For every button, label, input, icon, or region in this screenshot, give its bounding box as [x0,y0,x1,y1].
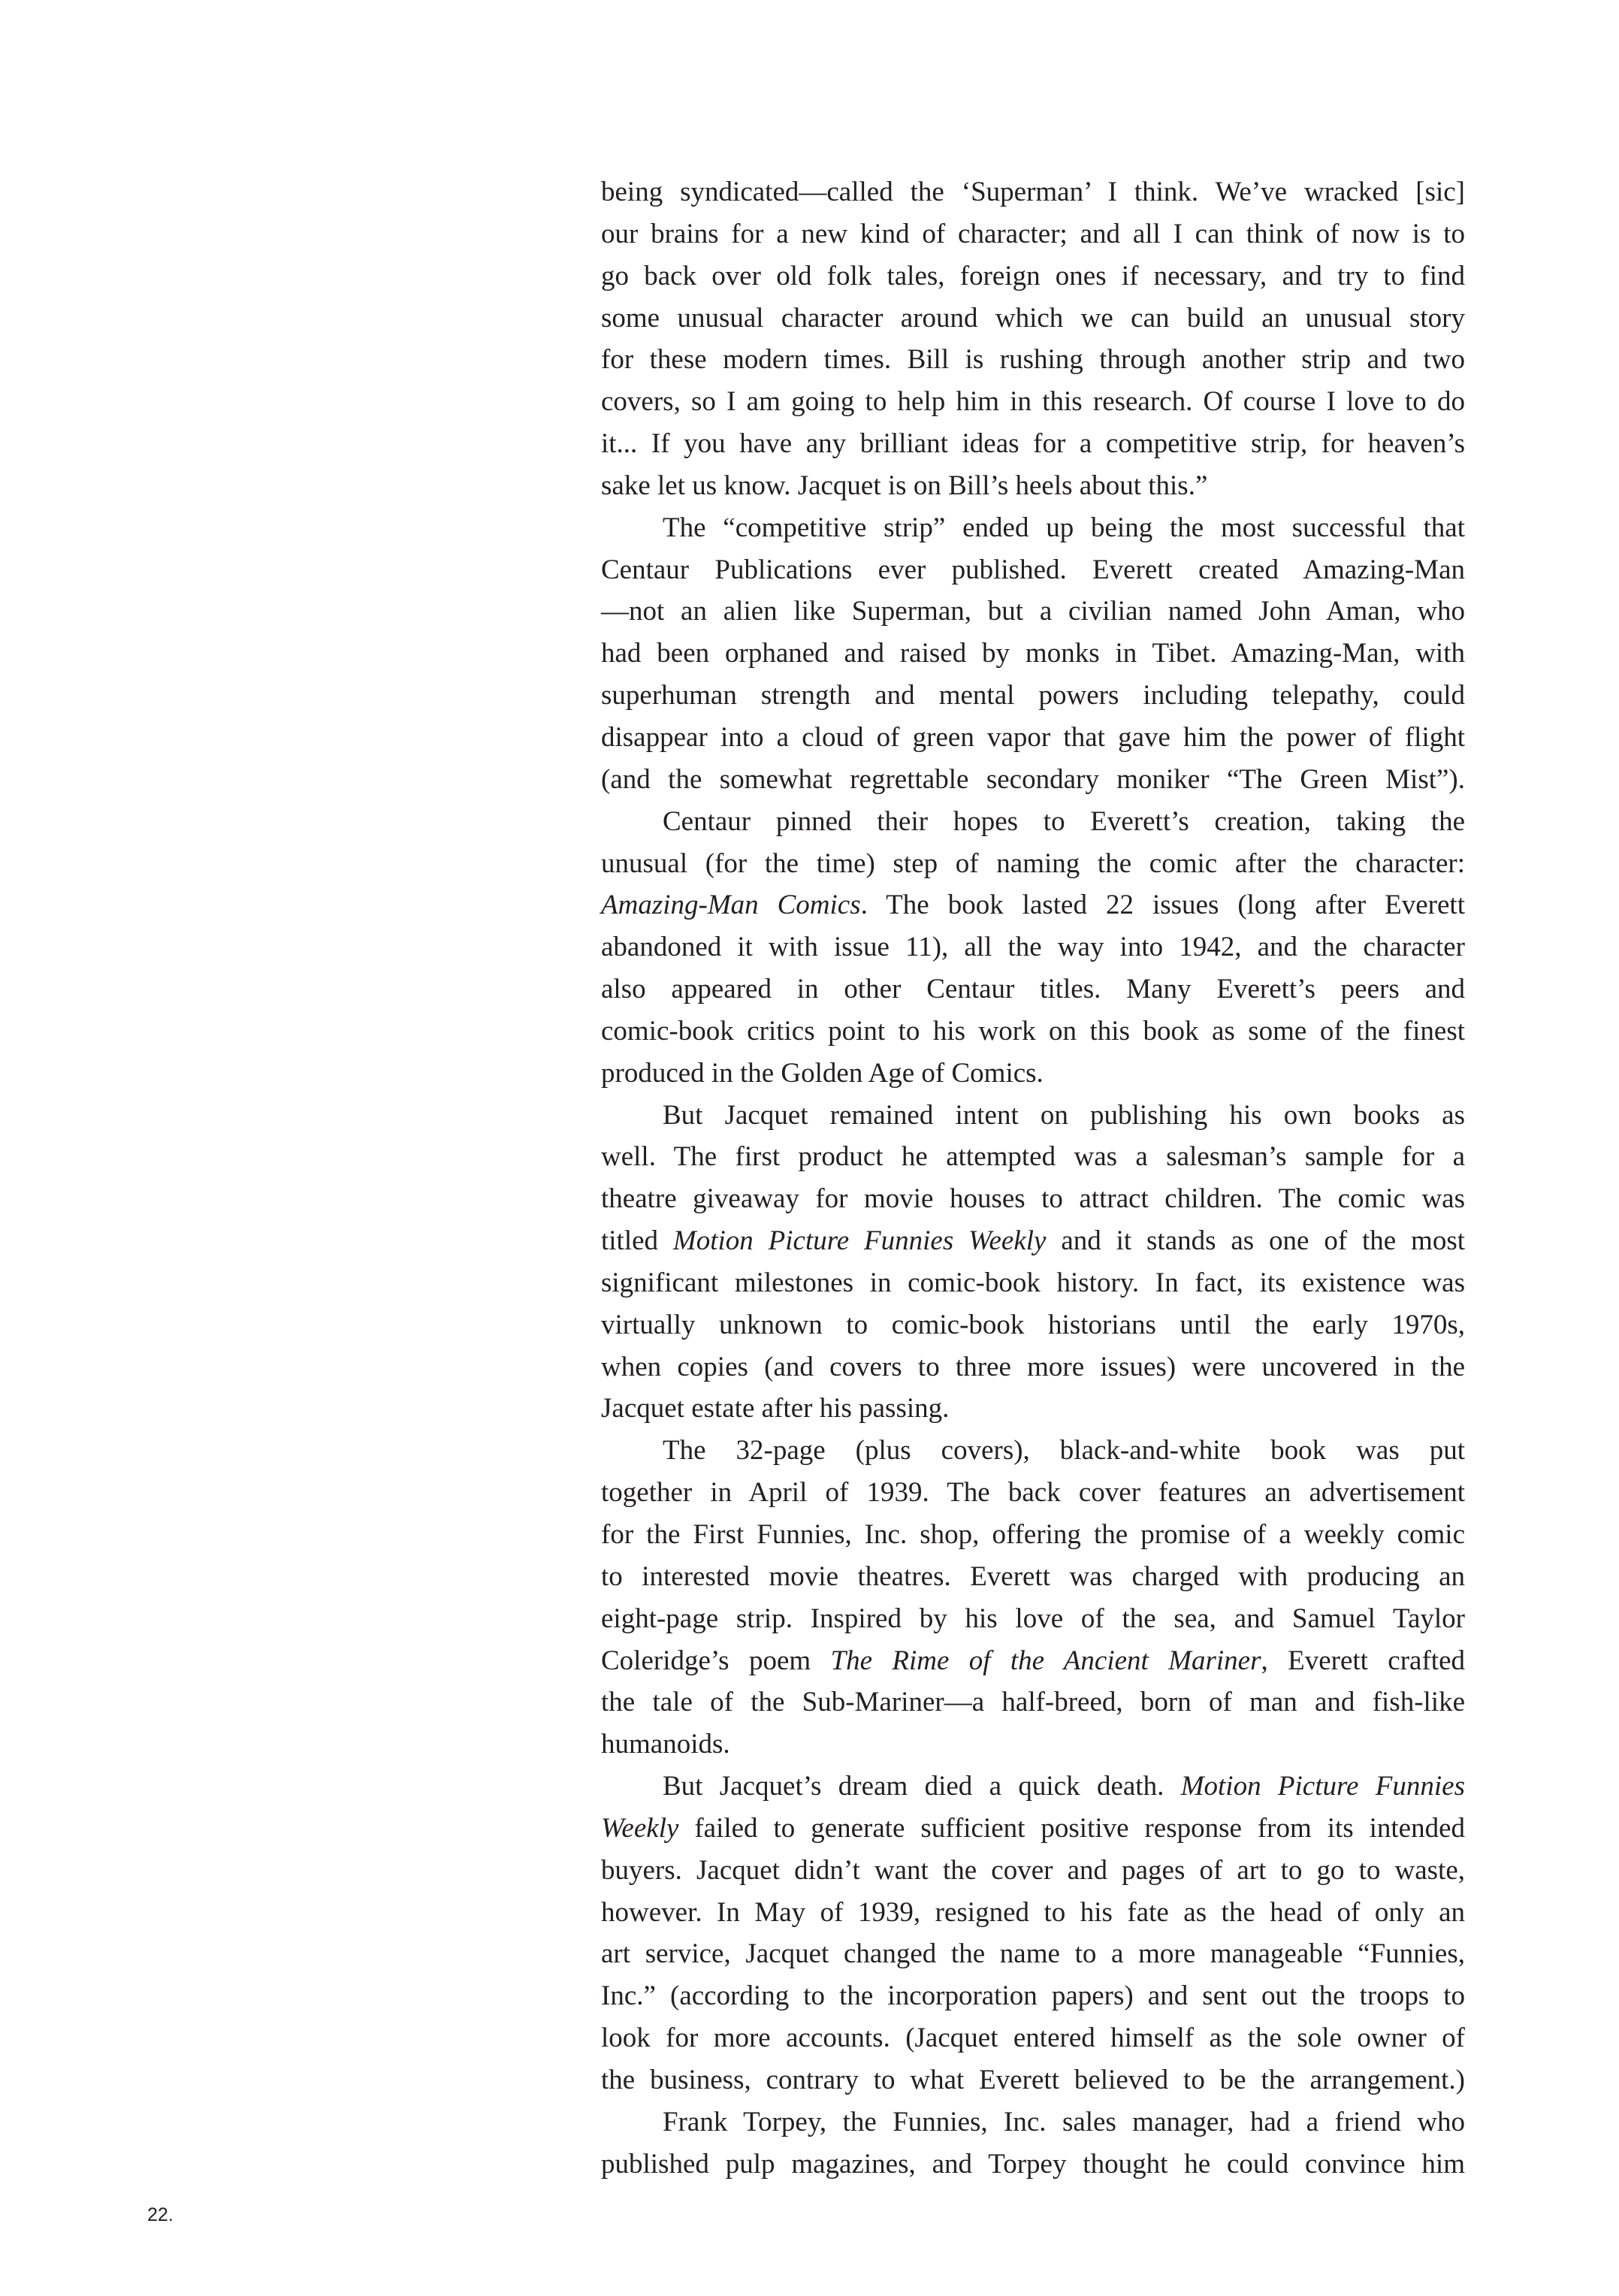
text-line [601,423,1465,465]
text-run: (and the somewhat regrettable secondary moniker “The Green Mist”). [601,763,1465,795]
italic-title: Motion Picture Funnies Weekly [672,1225,1047,1257]
text-line [601,1178,1465,1220]
text-run: buyers. Jacquet didn’t want the cover and pages of art to go to waste, [601,1854,1465,1886]
text-line [601,1011,1465,1053]
text-line [601,1514,1465,1556]
text-run: together in April of 1939. The back cover features an advertisement [601,1477,1465,1509]
text-run: humanoids. [601,1729,730,1760]
text-run: covers, so I am going to help him in this research. Of course I love to do [601,386,1465,418]
text-line [601,1304,1465,1346]
text-run: Inc.” (according to the incorporation papers) and sent out the troops to [601,1980,1465,2012]
text-line [601,171,1465,213]
paragraph [601,1095,1465,1430]
text-run: Frank Torpey, the Funnies, Inc. sales manager, had a friend who [663,2106,1465,2137]
italic-title: Motion Picture Funnies [1180,1771,1465,1802]
text-line [601,1892,1465,1934]
text-line [601,1388,1465,1430]
text-run: for the First Funnies, Inc. shop, offering the promise of a weekly comic [601,1519,1465,1550]
text-line [601,1472,1465,1514]
text-line [601,2143,1465,2186]
text-line [601,1808,1465,1850]
text-line [601,1724,1465,1766]
text-line [601,507,1465,549]
text-line [601,1933,1465,1975]
text-line [601,1430,1465,1472]
text-run: comic-book critics point to his work on this book as some of the finest [601,1015,1465,1047]
text-run: the business, contrary to what Everett believed to be the arrangement.) [601,2064,1465,2095]
text-line [601,675,1465,717]
paragraph [601,171,1465,507]
text-line [601,2101,1465,2143]
text-line [601,843,1465,885]
text-line [601,298,1465,340]
text-line [601,968,1465,1011]
text-run: The “competitive strip” ended up being the most successful that [663,512,1465,543]
text-line [601,884,1465,926]
text-run: to interested movie theatres. Everett was charged with producing an [601,1560,1465,1592]
text-run: our brains for a new kind of character; and all I can think of now is to [601,218,1465,249]
text-run: titled [601,1225,673,1257]
text-line [601,255,1465,298]
text-line [601,1850,1465,1892]
text-run: . The book lasted 22 issues (long after Everett [860,890,1465,921]
text-run: being syndicated—called the ‘Superman’ I think. We’ve wracked [sic] [601,177,1465,207]
text-line [601,801,1465,843]
text-line [601,926,1465,968]
text-run: Coleridge’s poem [601,1645,831,1676]
text-line [601,1095,1465,1137]
text-line [601,549,1465,591]
text-run: it... If you have any brilliant ideas for a competitive strip, for heaven’s [601,428,1465,460]
text-run: some unusual character around which we can build an unusual story [601,302,1465,334]
italic-title: Amazing-Man Comics [601,890,861,921]
text-run: go back over old folk tales, foreign ones if necessary, and try to find [601,260,1465,292]
text-run: , Everett crafted [1261,1645,1465,1676]
text-run: failed to generate sufficient positive response from its intended [678,1812,1465,1844]
text-run: when copies (and covers to three more issues) were uncovered in the [601,1351,1465,1382]
italic-title: The Rime of the Ancient Mariner [830,1645,1261,1676]
text-run: virtually unknown to comic-book historians until the early 1970s, [601,1309,1465,1340]
text-run: had been orphaned and raised by monks in Tibet. Amazing-Man, with [601,638,1465,669]
paragraph [601,1766,1465,2101]
text-line [601,1136,1465,1178]
text-run: art service, Jacquet changed the name to a more manageable “Funnies, [601,1938,1465,1970]
text-line [601,339,1465,381]
text-run: unusual (for the time) step of naming the comic after the character: [601,847,1465,879]
italic-title: Weekly [601,1812,679,1844]
text-run: for these modern times. Bill is rushing through another strip and two [601,344,1465,376]
text-line [601,1598,1465,1640]
text-run: sake let us know. Jacquet is on Bill’s heels about this.” [601,470,1208,501]
text-run: and it stands as one of the most [1046,1225,1466,1257]
text-run: produced in the Golden Age of Comics. [601,1057,1044,1089]
text-line [601,1262,1465,1304]
text-run: significant milestones in comic-book history. In fact, its existence was [601,1267,1465,1298]
text-line [601,1766,1465,1808]
text-run: eight-page strip. Inspired by his love of the sea, and Samuel Taylor [601,1603,1465,1634]
text-line [601,465,1465,507]
text-line [601,2059,1465,2101]
text-run: however. In May of 1939, resigned to his fate as the head of only an [601,1896,1465,1928]
text-line [601,1975,1465,2017]
text-run: superhuman strength and mental powers including telepathy, could [601,680,1465,711]
text-run: —not an alien like Superman, but a civilian named John Aman, who [601,596,1465,627]
text-run: But Jacquet remained intent on publishing his own books as [663,1099,1465,1131]
text-line [601,1556,1465,1598]
text-run: The 32-page (plus covers), black-and-white book was put [663,1435,1465,1467]
paragraph [601,507,1465,801]
text-run: the tale of the Sub-Mariner—a half-breed, born of man and fish-like [601,1687,1465,1718]
text-run: published pulp magazines, and Torpey thought he could convince him [601,2148,1465,2180]
text-line [601,1681,1465,1724]
page-number: 22. [147,2204,174,2225]
text-run: Jacquet estate after his passing. [601,1393,950,1424]
text-line [601,591,1465,633]
text-run: look for more accounts. (Jacquet entered himself as the sole owner of [601,2023,1465,2054]
text-line [601,1346,1465,1388]
text-line [601,1053,1465,1095]
text-line [601,759,1465,801]
body-text [601,171,1465,2186]
text-run: well. The first product he attempted was a salesman’s sample for a [601,1141,1465,1173]
text-run: Centaur Publications ever published. Everett created Amazing-Man [601,554,1465,585]
text-line [601,2017,1465,2059]
text-line [601,381,1465,423]
text-run: Centaur pinned their hopes to Everett’s creation, taking the [663,805,1465,837]
text-line [601,1220,1465,1262]
text-run: abandoned it with issue 11), all the way into 1942, and the character [601,932,1465,963]
text-line [601,213,1465,255]
text-run: theatre giveaway for movie houses to attract children. The comic was [601,1183,1465,1215]
text-run: also appeared in other Centaur titles. Many Everett’s peers and [601,974,1465,1005]
paragraph [601,801,1465,1095]
text-line [601,633,1465,675]
paragraph [601,2101,1465,2186]
text-line [601,1640,1465,1682]
text-line [601,717,1465,759]
text-run: But Jacquet’s dream died a quick death. [663,1771,1181,1802]
paragraph [601,1430,1465,1766]
text-run: disappear into a cloud of green vapor that gave him the power of flight [601,721,1465,753]
